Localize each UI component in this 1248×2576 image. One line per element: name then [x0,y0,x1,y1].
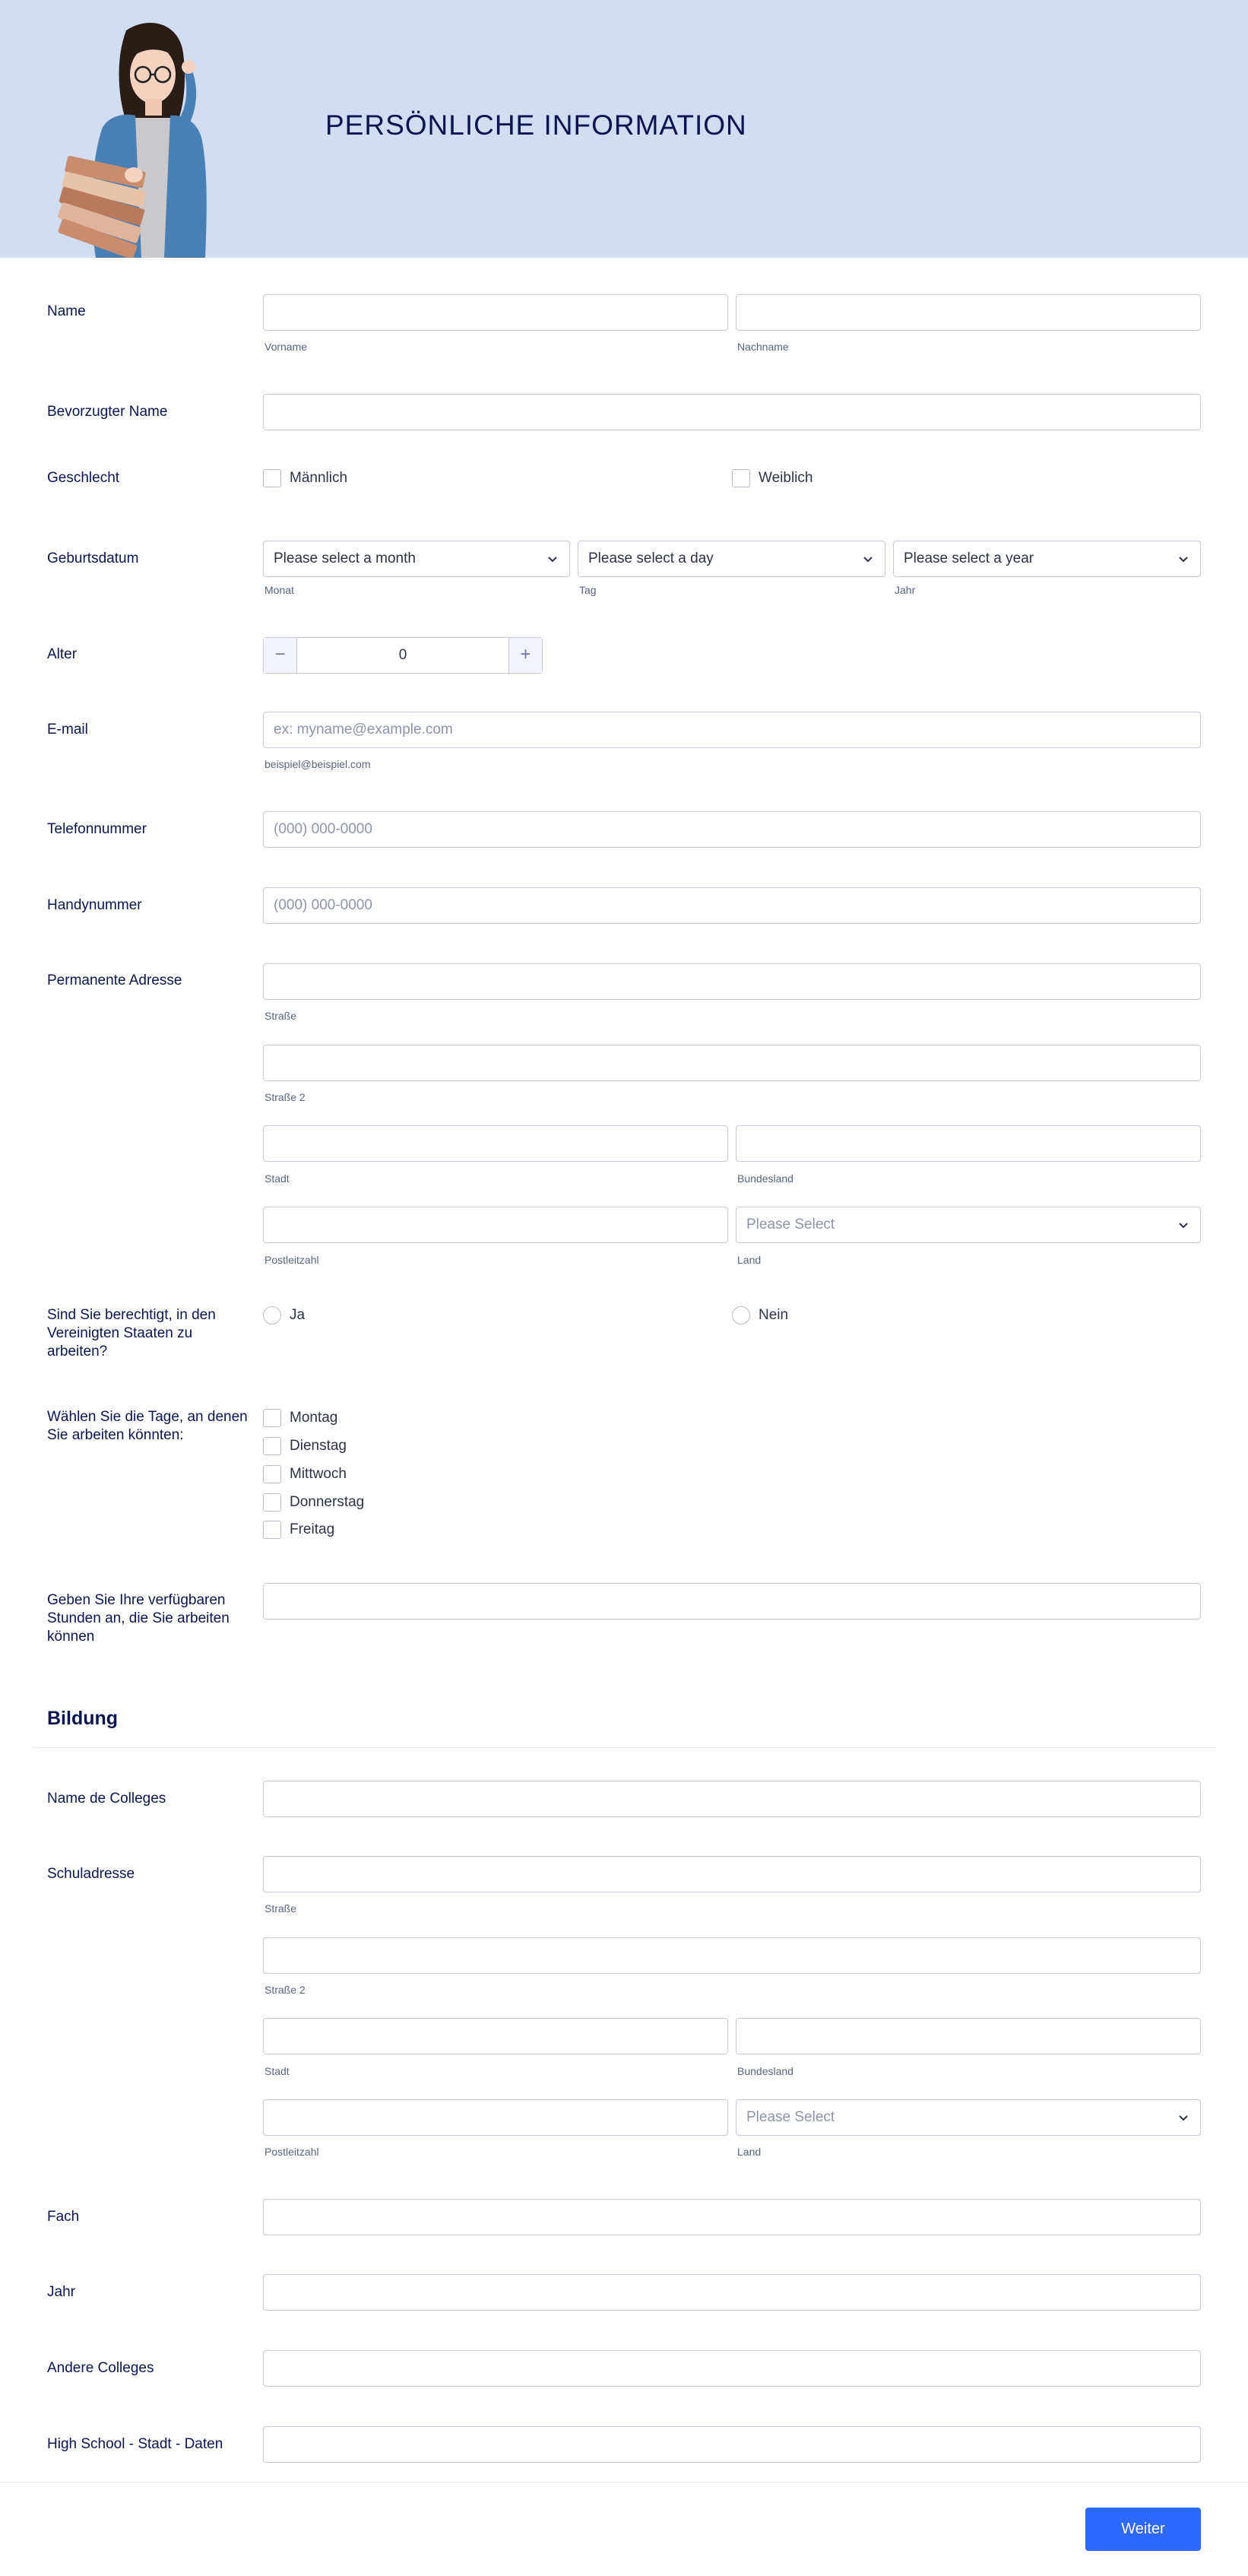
phone-placeholder: (000) 000-0000 [274,821,372,837]
perm-country-placeholder: Please Select [746,1217,835,1232]
perm-street2-input[interactable] [263,1045,1201,1081]
day-wednesday-checkbox[interactable] [263,1465,281,1483]
gender-label: Geschlecht [47,470,120,486]
perm-address-label: Permanente Adresse [47,972,182,988]
eligible-yes-radio[interactable] [263,1306,281,1324]
birth-year-select[interactable] [893,541,1201,577]
last-name-input[interactable] [736,294,1201,331]
school-country-placeholder: Please Select [746,2109,835,2125]
school-city-input[interactable] [263,2018,728,2054]
email-sublabel: beispiel@beispiel.com [264,758,371,770]
chevron-down-icon [545,551,560,566]
perm-city-sublabel: Stadt [264,1172,290,1185]
phone-label: Telefonnummer [47,821,147,837]
school-country-sublabel: Land [737,2146,762,2158]
birth-year-value: Please select a year [904,550,1034,566]
birth-month-value: Please select a month [274,550,416,566]
perm-country-sublabel: Land [737,1254,762,1266]
hours-label: Geben Sie Ihre verfügbaren Stunden an, die Sie arbeiten können [47,1592,230,1645]
mobile-input[interactable] [263,887,1201,924]
school-street-input[interactable] [263,1856,1201,1892]
school-address-label: Schuladresse [47,1866,135,1882]
major-label: Fach [47,2209,80,2225]
birthdate-label: Geburtsdatum [47,550,139,566]
school-zip-sublabel: Postleitzahl [264,2146,319,2158]
last-name-sublabel: Nachname [737,341,789,353]
day-thursday-checkbox[interactable] [263,1493,281,1512]
day-wednesday-label: Mittwoch [290,1466,347,1482]
chevron-down-icon [1176,2110,1191,2125]
day-monday-label: Montag [290,1410,338,1426]
perm-zip-input[interactable] [263,1207,728,1243]
birth-month-select[interactable] [263,541,570,577]
school-city-sublabel: Stadt [264,2065,290,2077]
days-label: Wählen Sie die Tage, an denen Sie arbeiten könnten: [47,1409,248,1443]
email-label: E-mail [47,722,88,738]
school-state-sublabel: Bundesland [737,2065,793,2077]
age-label: Alter [47,646,78,662]
college-name-input[interactable] [263,1781,1201,1817]
major-input[interactable] [263,2199,1201,2235]
eligible-label: Sind Sie berechtigt, in den Vereinigten Staaten zu arbeiten? [47,1307,216,1359]
high-school-label: High School - Stadt - Daten [47,2436,223,2452]
page-title: PERSÖNLICHE INFORMATION [325,109,747,141]
school-country-select[interactable] [736,2099,1201,2136]
gender-male-label: Männlich [290,470,348,486]
mobile-placeholder: (000) 000-0000 [274,897,372,913]
year-input[interactable] [263,2274,1201,2311]
phone-input[interactable] [263,811,1201,848]
first-name-input[interactable] [263,294,728,331]
day-monday-checkbox[interactable] [263,1409,281,1427]
education-section-title: Bildung [47,1708,119,1729]
perm-state-sublabel: Bundesland [737,1172,793,1185]
school-street2-sublabel: Straße 2 [264,1984,306,1996]
chevron-down-icon [860,551,876,566]
age-decrement-button[interactable]: − [264,638,297,673]
perm-street2-sublabel: Straße 2 [264,1091,306,1103]
preferred-name-input[interactable] [263,394,1201,430]
school-street2-input[interactable] [263,1937,1201,1974]
birth-day-select[interactable] [578,541,885,577]
email-input[interactable] [263,712,1201,748]
high-school-input[interactable] [263,2426,1201,2463]
perm-street-input[interactable] [263,963,1201,1000]
student-photo [43,15,248,258]
eligible-no-radio[interactable] [732,1306,750,1324]
day-friday-label: Freitag [290,1521,335,1537]
email-placeholder: ex: myname@example.com [274,722,453,738]
birth-day-sublabel: Tag [579,584,597,596]
mobile-label: Handynummer [47,897,142,913]
school-street-sublabel: Straße [264,1902,297,1915]
college-name-label: Name de Colleges [47,1791,166,1807]
age-value[interactable]: 0 [398,647,407,663]
preferred-name-label: Bevorzugter Name [47,404,168,420]
birth-month-sublabel: Monat [264,584,294,596]
eligible-yes-label: Ja [290,1307,306,1323]
other-colleges-input[interactable] [263,2350,1201,2387]
birth-day-value: Please select a day [588,550,714,566]
next-button[interactable]: Weiter [1085,2508,1201,2551]
day-thursday-label: Donnerstag [290,1494,365,1510]
age-increment-button[interactable]: + [508,638,542,673]
chevron-down-icon [1176,551,1191,566]
school-zip-input[interactable] [263,2099,728,2136]
hours-input[interactable] [263,1583,1201,1620]
section-divider [32,1747,1216,1748]
other-colleges-label: Andere Colleges [47,2360,154,2376]
day-tuesday-checkbox[interactable] [263,1437,281,1455]
perm-city-input[interactable] [263,1125,728,1162]
birth-year-sublabel: Jahr [895,584,916,596]
perm-street-sublabel: Straße [264,1010,297,1022]
age-stepper [263,637,543,674]
day-tuesday-label: Dienstag [290,1438,347,1454]
form-header [0,0,1248,258]
school-state-input[interactable] [736,2018,1201,2054]
gender-female-checkbox[interactable] [732,469,750,487]
name-label: Name [47,303,86,319]
gender-female-label: Weiblich [759,470,813,486]
day-friday-checkbox[interactable] [263,1521,281,1539]
chevron-down-icon [1176,1217,1191,1232]
year-label: Jahr [47,2284,75,2300]
perm-state-input[interactable] [736,1125,1201,1162]
gender-male-checkbox[interactable] [263,469,281,487]
perm-zip-sublabel: Postleitzahl [264,1254,319,1266]
first-name-sublabel: Vorname [264,341,308,353]
perm-country-select[interactable] [736,1207,1201,1243]
eligible-no-label: Nein [759,1307,789,1323]
